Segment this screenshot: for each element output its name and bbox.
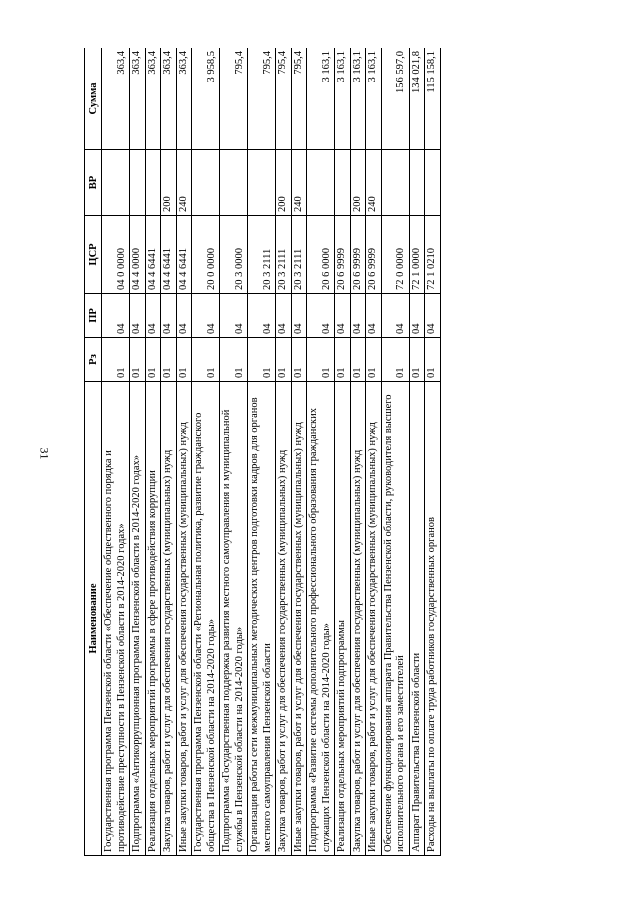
cell-vr <box>425 150 441 216</box>
cell-pr: 04 <box>192 294 220 338</box>
cell-csr: 72 1 0000 <box>409 216 425 294</box>
cell-sum: 363,4 <box>102 48 130 150</box>
cell-rz: 01 <box>220 338 248 382</box>
cell-name: Обеспечение функционирования аппарата Правительства Пензенской области, руководителя высшего исполнительного органа и его заместителей <box>381 382 409 856</box>
cell-rz: 01 <box>192 338 220 382</box>
table-header-row <box>85 48 102 856</box>
cell-sum: 363,4 <box>145 48 161 150</box>
cell-rz: 01 <box>276 338 292 382</box>
cell-pr: 04 <box>350 294 366 338</box>
cell-rz: 01 <box>381 338 409 382</box>
cell-rz: 01 <box>248 338 276 382</box>
cell-sum: 156 597,0 <box>381 48 409 150</box>
table-row <box>145 48 161 856</box>
cell-rz: 01 <box>291 338 307 382</box>
cell-pr: 04 <box>335 294 351 338</box>
cell-sum: 3 163,1 <box>350 48 366 150</box>
cell-sum: 795,4 <box>276 48 292 150</box>
header-vr: ВР <box>85 150 102 216</box>
cell-pr: 04 <box>381 294 409 338</box>
cell-vr: 240 <box>291 150 307 216</box>
cell-csr: 04 4 0000 <box>130 216 146 294</box>
cell-sum: 795,4 <box>291 48 307 150</box>
cell-vr <box>102 150 130 216</box>
cell-pr: 04 <box>161 294 177 338</box>
cell-vr: 200 <box>276 150 292 216</box>
cell-csr: 72 0 0000 <box>381 216 409 294</box>
cell-sum: 795,4 <box>248 48 276 150</box>
cell-csr: 20 3 2111 <box>276 216 292 294</box>
cell-vr: 240 <box>176 150 192 216</box>
cell-csr: 20 6 9999 <box>366 216 382 294</box>
cell-rz: 01 <box>335 338 351 382</box>
cell-name: Закупка товаров, работ и услуг для обеспечения государственных (муниципальных) нужд <box>161 382 177 856</box>
cell-csr: 20 6 9999 <box>350 216 366 294</box>
table-row <box>276 48 292 856</box>
cell-name: Подпрограмма «Антикоррупционная программа Пензенской области в 2014-2020 годах» <box>130 382 146 856</box>
cell-name: Реализация отдельных мероприятий программы в сфере противодействия коррупции <box>145 382 161 856</box>
cell-name: Государственная программа Пензенской области «Обеспечение общественного порядка и противодействие преступности в Пензенской области в 2014-2020 годах» <box>102 382 130 856</box>
cell-name: Государственная программа Пензенской области «Региональная политика, развитие гражданского общества в Пензенской области на 2014-2020 годы» <box>192 382 220 856</box>
cell-sum: 3 163,1 <box>366 48 382 150</box>
cell-pr: 04 <box>248 294 276 338</box>
cell-sum: 115 158,1 <box>425 48 441 150</box>
table-row <box>291 48 307 856</box>
cell-sum: 363,4 <box>161 48 177 150</box>
cell-vr <box>307 150 335 216</box>
cell-rz: 01 <box>366 338 382 382</box>
cell-name: Аппарат Правительства Пензенской области <box>409 382 425 856</box>
cell-sum: 134 021,8 <box>409 48 425 150</box>
cell-csr: 20 6 9999 <box>335 216 351 294</box>
cell-rz: 01 <box>307 338 335 382</box>
cell-vr <box>335 150 351 216</box>
cell-pr: 04 <box>307 294 335 338</box>
rotated-table <box>84 48 441 856</box>
cell-vr: 200 <box>161 150 177 216</box>
table-row <box>366 48 382 856</box>
cell-csr: 04 0 0000 <box>102 216 130 294</box>
cell-vr <box>248 150 276 216</box>
header-sum: Сумма <box>85 48 102 150</box>
table-row <box>161 48 177 856</box>
cell-name: Закупка товаров, работ и услуг для обеспечения государственных (муниципальных) нужд <box>350 382 366 856</box>
cell-rz: 01 <box>409 338 425 382</box>
cell-vr <box>130 150 146 216</box>
cell-csr: 04 4 6441 <box>145 216 161 294</box>
cell-csr: 20 3 0000 <box>220 216 248 294</box>
header-name: Наименование <box>85 382 102 856</box>
cell-name: Организация работы сети межмуниципальных методических центров подготовки кадров для органов местного самоуправления Пензенской области <box>248 382 276 856</box>
cell-name: Иные закупки товаров, работ и услуг для обеспечения государственных (муниципальных) нужд <box>176 382 192 856</box>
cell-sum: 363,4 <box>130 48 146 150</box>
cell-pr: 04 <box>145 294 161 338</box>
cell-sum: 795,4 <box>220 48 248 150</box>
cell-pr: 04 <box>366 294 382 338</box>
budget-table-container <box>84 48 556 856</box>
cell-pr: 04 <box>176 294 192 338</box>
cell-rz: 01 <box>145 338 161 382</box>
cell-pr: 04 <box>102 294 130 338</box>
cell-name: Подпрограмма «Развитие системы дополнительного профессионального образования гражданских служащих Пензенской области на 2014-2020 годы» <box>307 382 335 856</box>
cell-pr: 04 <box>130 294 146 338</box>
table-row <box>130 48 146 856</box>
cell-rz: 01 <box>176 338 192 382</box>
table-row <box>248 48 276 856</box>
cell-sum: 3 163,1 <box>307 48 335 150</box>
cell-vr: 200 <box>350 150 366 216</box>
cell-name: Иные закупки товаров, работ и услуг для обеспечения государственных (муниципальных) нужд <box>366 382 382 856</box>
header-rz: Рз <box>85 338 102 382</box>
page-number: 31 <box>37 447 52 460</box>
cell-vr <box>409 150 425 216</box>
cell-csr: 72 1 0210 <box>425 216 441 294</box>
table-row <box>409 48 425 856</box>
cell-csr: 20 6 0000 <box>307 216 335 294</box>
cell-name: Расходы на выплаты по оплате труда работников государственных органов <box>425 382 441 856</box>
cell-pr: 04 <box>409 294 425 338</box>
cell-pr: 04 <box>276 294 292 338</box>
cell-name: Закупка товаров, работ и услуг для обеспечения государственных (муниципальных) нужд <box>276 382 292 856</box>
cell-csr: 20 3 2111 <box>291 216 307 294</box>
table-row <box>102 48 130 856</box>
cell-pr: 04 <box>220 294 248 338</box>
cell-sum: 3 163,1 <box>335 48 351 150</box>
cell-vr <box>220 150 248 216</box>
cell-sum: 3 958,5 <box>192 48 220 150</box>
table-body <box>102 48 441 856</box>
cell-name: Подпрограмма «Государственная поддержка развития местного самоуправления и муниципальной службы в Пензенской области на 2014-2020 годы» <box>220 382 248 856</box>
cell-csr: 04 4 6441 <box>161 216 177 294</box>
cell-rz: 01 <box>161 338 177 382</box>
header-pr: ПР <box>85 294 102 338</box>
cell-vr <box>192 150 220 216</box>
cell-csr: 20 3 2111 <box>248 216 276 294</box>
cell-rz: 01 <box>425 338 441 382</box>
cell-pr: 04 <box>291 294 307 338</box>
table-row <box>307 48 335 856</box>
cell-sum: 363,4 <box>176 48 192 150</box>
table-row <box>192 48 220 856</box>
table-row <box>335 48 351 856</box>
cell-pr: 04 <box>425 294 441 338</box>
budget-table <box>84 48 441 856</box>
cell-rz: 01 <box>102 338 130 382</box>
cell-name: Реализация отдельных мероприятий подпрограммы <box>335 382 351 856</box>
table-row <box>350 48 366 856</box>
cell-vr <box>145 150 161 216</box>
cell-csr: 20 0 0000 <box>192 216 220 294</box>
table-row <box>220 48 248 856</box>
cell-vr <box>381 150 409 216</box>
table-row <box>176 48 192 856</box>
cell-vr: 240 <box>366 150 382 216</box>
cell-rz: 01 <box>350 338 366 382</box>
cell-name: Иные закупки товаров, работ и услуг для обеспечения государственных (муниципальных) нужд <box>291 382 307 856</box>
table-row <box>381 48 409 856</box>
cell-rz: 01 <box>130 338 146 382</box>
header-csr: ЦСР <box>85 216 102 294</box>
cell-csr: 04 4 6441 <box>176 216 192 294</box>
table-row <box>425 48 441 856</box>
